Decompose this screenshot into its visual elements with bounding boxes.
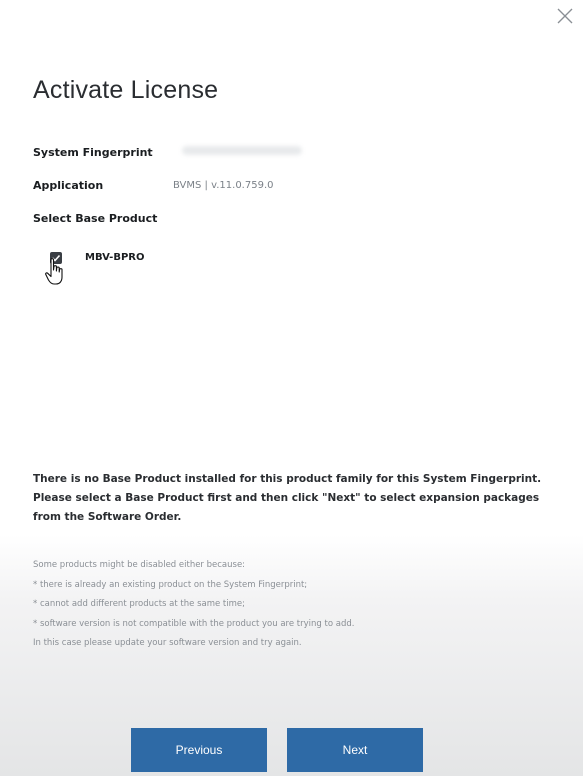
previous-button[interactable]: Previous [131,728,267,772]
next-button[interactable]: Next [287,728,423,772]
explanation-line: * cannot add different products at the same time; [33,599,245,609]
close-icon [555,6,575,26]
fingerprint-value-redacted [182,146,302,155]
disabled-products-explanation [33,556,533,654]
notice-line: There is no Base Product installed for this product family for this System Fingerprint. [33,473,542,485]
base-product-label: Select Base Product [33,212,158,225]
product-checkbox[interactable] [50,252,62,264]
explanation-line: * there is already an existing product on the System Fingerprint; [33,579,308,590]
application-label: Application [33,179,104,192]
notice-line: Please select a Base Product first and then click "Next" to select expansion packages [33,492,540,504]
explanation-line: Some products might be disabled either because: [33,560,246,570]
dialog-title: Activate License [33,76,219,104]
application-value: BVMS | v.11.0.759.0 [173,180,274,191]
checkmark-icon [51,253,61,263]
base-product-notice [33,470,542,527]
notice-line: from the Software Order. [33,511,182,523]
product-label[interactable]: MBV-BPRO [85,252,145,263]
explanation-line: In this case please update your software version and try again. [33,638,302,648]
explanation-line: * software version is not compatible with the product you are trying to add. [33,618,355,629]
close-button[interactable] [555,6,575,26]
fingerprint-label: System Fingerprint [33,146,153,159]
